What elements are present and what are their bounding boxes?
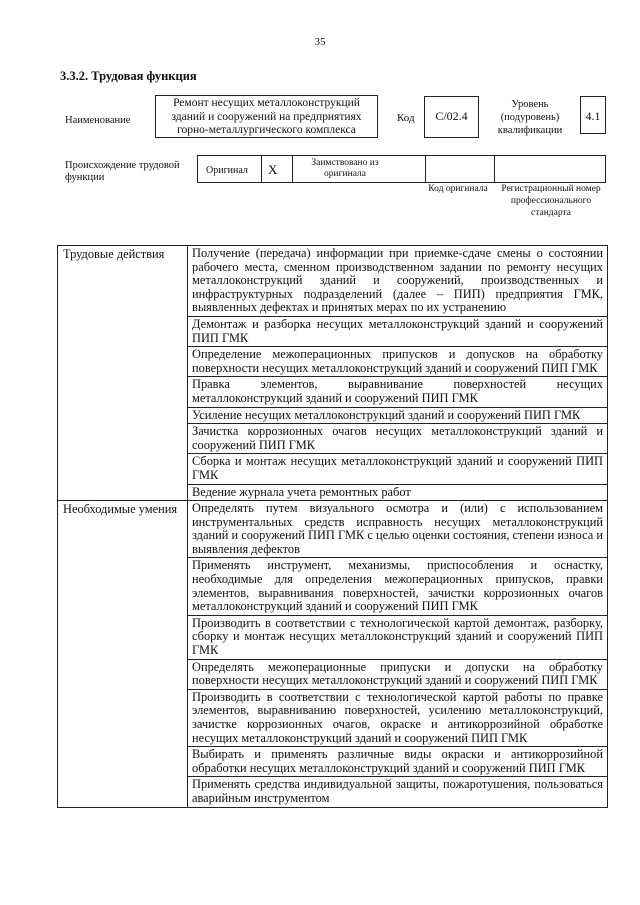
section-item: Зачистка коррозионных очагов несущих металлоконструкций зданий и сооружений ПИП ГМК — [188, 424, 608, 454]
section-item: Правка элементов, выравнивание поверхностей несущих металлоконструкций зданий и сооружений ПИП ГМК — [188, 377, 608, 407]
original-label: Оригинал — [206, 165, 248, 176]
section-item: Получение (передача) информации при приемке-сдаче смены о состоянии рабочего места, сменном производственном задании по ремонту несущих металлоконструкций зданий и сооружений, производственных и инфраструктурных подразделений (далее – ПИП) предприятия ГМК, выявленных дефектах и принятых мерах по их устранению — [188, 246, 608, 317]
section-item: Применять инструмент, механизмы, приспособления и оснастку, необходимые для определения межоперационных припусков, правки элементов, выравнивания поверхностей, зачистки коррозионных очагов металлоконструкций зданий и сооружений ПИП ГМК — [188, 558, 608, 615]
section-item: Определять межоперационные припуски и допуски на обработку поверхности несущих металлоконструкций зданий и сооружений ПИП ГМК — [188, 659, 608, 689]
code-value: С/02.4 — [424, 96, 479, 138]
section-item: Определять путем визуального осмотра и (или) с использованием инструментальных средств исправность несущих металлоконструкций зданий и сооружений ПИП ГМК с целью оценки состояния, степени износа и выявления дефектов — [188, 501, 608, 558]
section-item: Ведение журнала учета ремонтных работ — [188, 484, 608, 501]
original-mark-cell — [261, 155, 293, 183]
code-label: Код — [397, 112, 415, 124]
origin-label: Происхождение трудовой функции — [65, 160, 180, 183]
code-original-cell — [425, 155, 495, 183]
name-label: Наименование — [65, 115, 131, 126]
section-heading: Трудовые действия — [58, 246, 188, 501]
original-mark: X — [268, 162, 278, 177]
table-row — [58, 246, 608, 317]
section-item: Производить в соответствии с технологической картой демонтаж, разборку, сборку и монтаж несущих металлоконструкций зданий и сооружений ПИП ГМК — [188, 615, 608, 659]
original-cell — [197, 155, 262, 183]
function-table — [57, 245, 608, 808]
section-item: Усиление несущих металлоконструкций зданий и сооружений ПИП ГМК — [188, 407, 608, 424]
section-title: 3.3.2. Трудовая функция — [60, 69, 197, 83]
level-value: 4.1 — [580, 96, 606, 134]
code-original-label: Код оригинала — [428, 184, 488, 194]
borrowed-label: Заимствовано из оригинала — [311, 158, 379, 179]
section-item: Применять средства индивидуальной защиты, пожаротушения, пользоваться аварийным инструментом — [188, 777, 608, 807]
section-item: Демонтаж и разборка несущих металлоконструкций зданий и сооружений ПИП ГМК — [188, 316, 608, 346]
section-item: Сборка и монтаж несущих металлоконструкций зданий и сооружений ПИП ГМК — [188, 454, 608, 484]
section-heading: Необходимые умения — [58, 501, 188, 807]
level-label: Уровень (подуровень) квалификации — [497, 99, 563, 136]
borrowed-cell — [292, 155, 426, 183]
reg-number-cell — [494, 155, 606, 183]
name-value: Ремонт несущих металлоконструкций зданий и сооружений на предприятиях горно-металлургического комплекса — [155, 95, 378, 138]
page-number: 35 — [314, 36, 326, 48]
section-item: Выбирать и применять различные виды окраски и антикоррозийной обработки несущих металлоконструкций зданий и сооружений ПИП ГМК — [188, 747, 608, 777]
reg-number-label: Регистрационный номер профессионального стандарта — [501, 184, 601, 218]
section-item: Определение межоперационных припусков и допусков на обработку поверхности несущих металлоконструкций зданий и сооружений ПИП ГМК — [188, 347, 608, 377]
section-item: Производить в соответствии с технологической картой работы по правке элементов, выравниванию поверхностей, усилению металлоконструкций, зачистке коррозионных очагов, окраске и антикоррозийной обработке несущих металлоконструкций зданий и сооружений ПИП ГМК — [188, 689, 608, 746]
table-row — [58, 501, 608, 558]
